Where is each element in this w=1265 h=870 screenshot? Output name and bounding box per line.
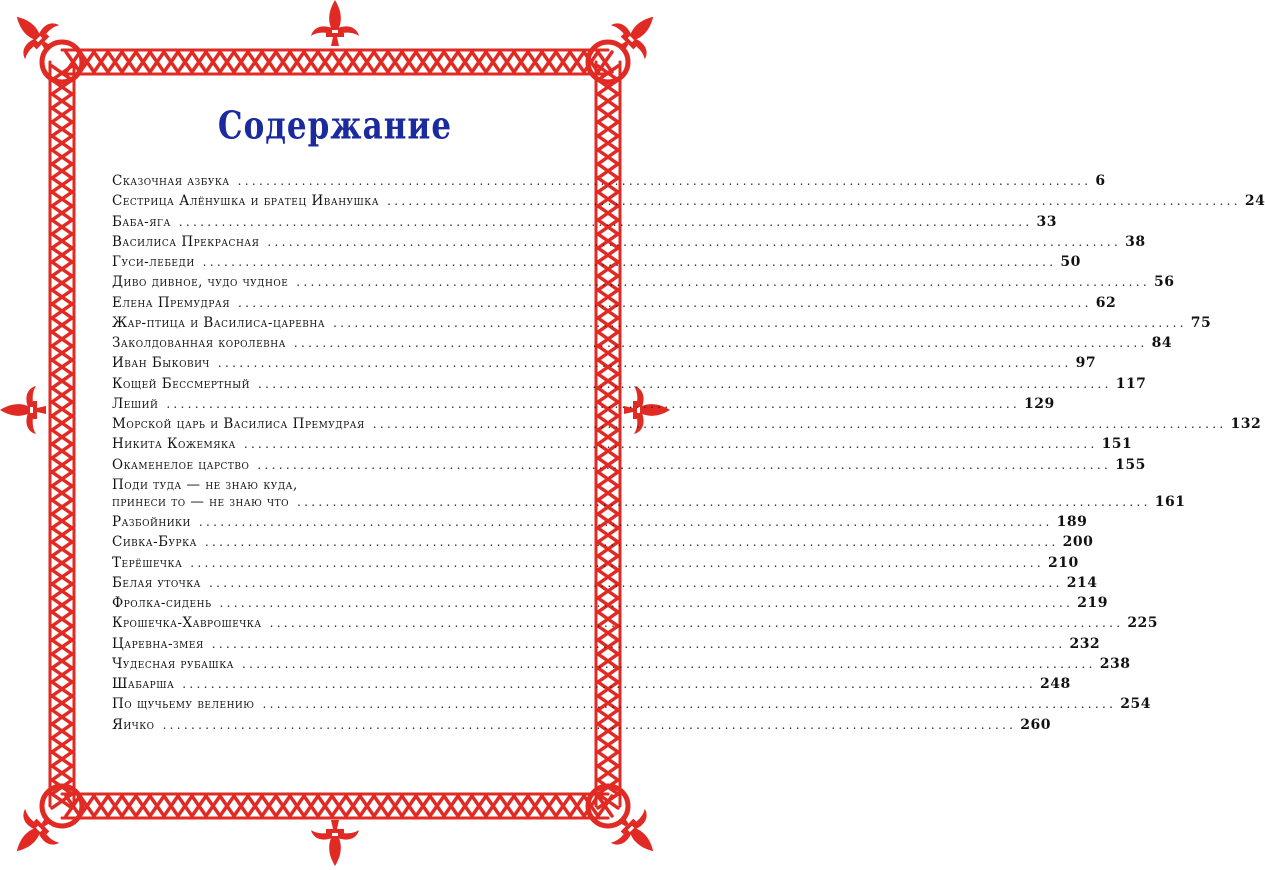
toc-entry [112,635,1101,656]
toc-entry-page-number: 97 [1075,355,1097,372]
dot-leader: ........................................................................................................................ [262,697,1117,712]
dot-leader: ........................................................................................................................ [219,596,1074,610]
toc-entry-title: Сивка-Бурка [112,534,197,551]
toc-entry [112,493,1186,514]
toc-entry [112,554,1079,575]
dot-leader: ........................................................................................................................ [209,575,1063,590]
dot-leader: ........................................................................................................................ [202,255,1057,269]
dot-leader: ........................................................................................................................ [204,535,1059,550]
toc-entry [112,314,1212,335]
toc-entry-page-number: 84 [1151,335,1173,351]
toc-entry-page-number: 62 [1095,294,1117,311]
toc-entry [112,294,1117,315]
dot-leader: ........................................................................................................................ [190,555,1045,570]
toc-entry-title: Иван Быкович [112,355,210,372]
toc-entry-title: Василиса Прекрасная [112,233,260,250]
toc-entry-page-number: 50 [1060,254,1081,270]
dot-leader: ........................................................................................................................ [296,275,1151,290]
toc-entry-first-line [112,477,547,494]
toc-entry-page-number: 38 [1125,233,1146,250]
toc-entry [112,655,1131,676]
toc-entry-page-number: 260 [1020,716,1052,733]
dot-leader: ........................................................................................................................ [257,376,1112,391]
toc-entry-title: Заколдованная королевна [112,335,286,351]
toc-entry-title: Сестрица Алёнушка и братец Иванушка [112,193,380,210]
toc-entry-title: Сказочная азбука [112,173,230,189]
toc-entry-page-number: 6 [1095,173,1106,189]
toc-entry-title: Белая уточка [112,574,201,591]
toc-entry-title: Терёшечка [112,554,183,571]
toc-entry-page-number: 238 [1099,655,1131,672]
dot-leader: ........................................................................................................................ [243,437,1098,452]
toc-entry-title: Окаменелое царство [112,456,250,473]
toc-entry [112,274,1175,294]
toc-entry [112,193,1265,213]
toc-entry-page-number: 24 [1244,193,1265,210]
toc-entry [112,213,1057,234]
dot-leader: ........................................................................................................................ [178,214,1033,229]
toc-entry-page-number: 200 [1062,534,1094,551]
toc-entry-title: Диво дивное, чудо чудное [112,274,289,291]
toc-entry-page-number: 219 [1077,595,1108,611]
toc-entry [112,375,1147,396]
toc-entry-title: Фролка-сидень [112,595,212,611]
toc-entry [112,534,1094,554]
toc-entry-page-number: 248 [1040,676,1071,692]
toc-entry-title: По щучьему велению [112,696,255,713]
dot-leader: ........................................................................................................................ [293,336,1148,350]
dot-leader: ........................................................................................................................ [241,656,1096,671]
dot-leader: ........................................................................................................................ [267,234,1122,249]
toc-entry [112,574,1098,595]
toc-entry [112,456,1146,477]
toc-entry-title: Гуси-лебеди [112,254,195,270]
dot-leader: ........................................................................................................................ [182,677,1037,691]
toc-entry [112,716,1052,737]
dot-leader: ........................................................................................................................ [269,616,1124,631]
toc-entry-page-number: 132 [1230,416,1262,432]
toc-entry-title: Никита Кожемяка [112,436,236,453]
toc-entry [112,514,1088,534]
dot-leader: ........................................................................................................................ [211,636,1066,651]
toc-entry-page-number: 189 [1056,514,1088,530]
toc-entry-title: Леший [112,395,159,412]
toc-entry [112,254,1081,274]
toc-entry-page-number: 33 [1036,213,1057,230]
toc-entry-title: Жар-птица и Василиса-царевна [112,314,326,331]
toc-entry-title: Крошечка-Хаврошечка [112,615,262,632]
table-of-contents [112,173,1265,737]
toc-entry-page-number: 151 [1101,436,1133,453]
toc-entry-page-number: 214 [1066,574,1098,591]
toc-entry-page-number: 225 [1127,615,1159,632]
toc-entry [112,395,1055,416]
toc-entry-page-number: 254 [1120,696,1151,713]
dot-leader: ........................................................................................................................ [333,315,1187,330]
dot-leader: ........................................................................................................................ [372,417,1227,431]
page-title: Содержание [217,103,453,149]
dot-leader: ........................................................................................................................ [297,494,1151,509]
toc-entry-title: Шабарша [112,676,175,692]
toc-entry-title: Баба-яга [112,213,171,230]
dot-leader: ........................................................................................................................ [237,295,1092,310]
toc-entry-title: Яичко [112,716,155,733]
toc-entry [112,595,1108,615]
toc-entry [112,615,1159,635]
toc-entry [112,676,1071,696]
toc-entry [112,436,1133,456]
dot-leader: ........................................................................................................................ [237,174,1092,188]
toc-entry-page-number: 75 [1190,314,1212,331]
toc-entry [112,173,1106,193]
toc-entry-page-number: 232 [1069,635,1101,652]
toc-entry-page-number: 161 [1154,493,1186,510]
toc-entry-page-number: 155 [1115,456,1146,473]
toc-entry-title: Поди туда — не знаю куда, [112,476,298,493]
dot-leader: ........................................................................................................................ [198,515,1053,529]
toc-entry-title: Царевна-змея [112,635,204,652]
dot-leader: ........................................................................................................................ [166,396,1021,411]
toc-entry-page-number: 129 [1024,395,1055,412]
toc-entry [112,233,1146,254]
toc-entry [112,416,1262,436]
toc-entry [112,335,1173,355]
toc-entry-page-number: 56 [1154,274,1175,291]
toc-entry-title: Елена Премудрая [112,294,230,311]
toc-entry [112,696,1151,716]
toc-entry-title: Кощей Бессмертный [112,375,250,392]
toc-entry-title: принеси то — не знаю что [112,493,290,510]
dot-leader: ........................................................................................................................ [257,457,1112,472]
toc-entry-title: Разбойники [112,514,191,530]
toc-entry [112,355,1097,375]
dot-leader: ........................................................................................................................ [217,356,1072,371]
toc-entry-title: Чудесная рубашка [112,655,234,672]
dot-leader: ........................................................................................................................ [387,194,1241,209]
toc-entry-page-number: 117 [1115,375,1147,392]
toc-entry-title: Морской царь и Василиса Премудрая [112,416,365,432]
dot-leader: ........................................................................................................................ [162,717,1017,732]
toc-entry-page-number: 210 [1048,554,1079,571]
